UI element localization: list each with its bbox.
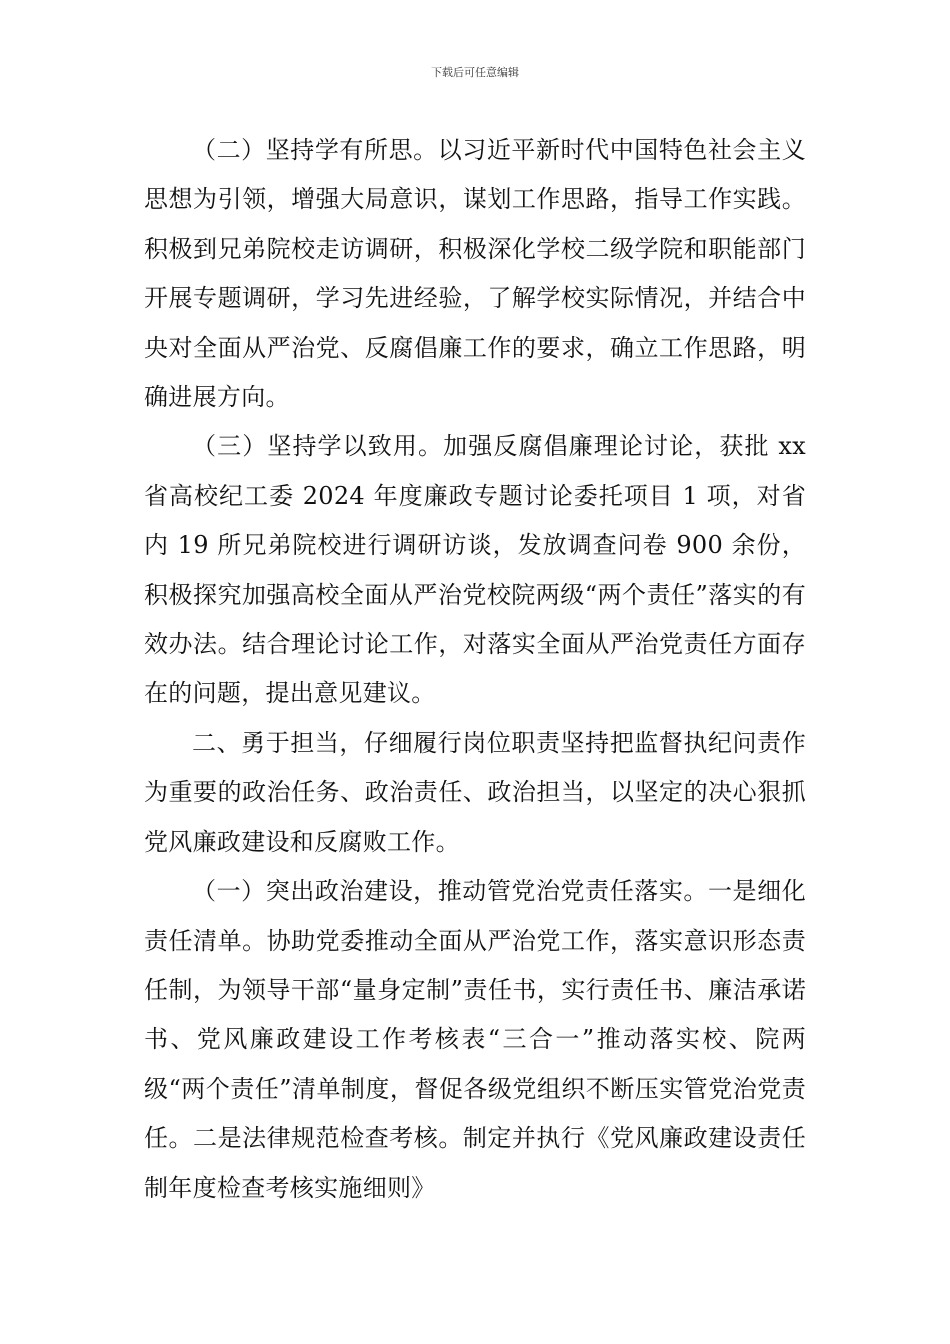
paragraph-1: （二）坚持学有所思。以习近平新时代中国特色社会主义思想为引领，增强大局意识，谋划工作思路，指导工作实践。积极到兄弟院校走访调研，积极深化学校二级学院和职能部门开展专题调研，学习先进经验，了解学校实际情况，并结合中央对全面从严治党、反腐倡廉工作的要求，确立工作思路，明确进展方向。 (144, 136, 806, 412)
paragraph-4: （一）突出政治建设，推动管党治党责任落实。一是细化责任清单。协助党委推动全面从严治党工作，落实意识形态责任制，为领导干部“量身定制”责任书，实行责任书、廉洁承诺书、党风廉政建设工作考核表“三合一”推动落实校、院两级“两个责任”清单制度，督促各级党组织不断压实管党治党责任。二是法律规范检查考核。制定并执行《党风廉政建设责任制年度检查考核实施细则》 (144, 877, 806, 1202)
paragraph-2: （三）坚持学以致用。加强反腐倡廉理论讨论，获批 xx 省高校纪工委 2024 年度廉政专题讨论委托项目 1 项，对省内 19 所兄弟院校进行调研访谈，发放调查问卷 900 余份，积极探究加强高校全面从严治党校院两级“两个责任”落实的有效办法。结合理论讨论工作，对落实全面从严治党责任方面存在的问题，提出意见建议。 (144, 432, 806, 708)
document-body (144, 126, 806, 1213)
page-header: 下载后可任意编辑 (431, 66, 519, 79)
paragraph-3: 二、勇于担当，仔细履行岗位职责坚持把监督执纪问责作为重要的政治任务、政治责任、政治担当，以坚定的决心狠抓党风廉政建设和反腐败工作。 (144, 728, 806, 856)
